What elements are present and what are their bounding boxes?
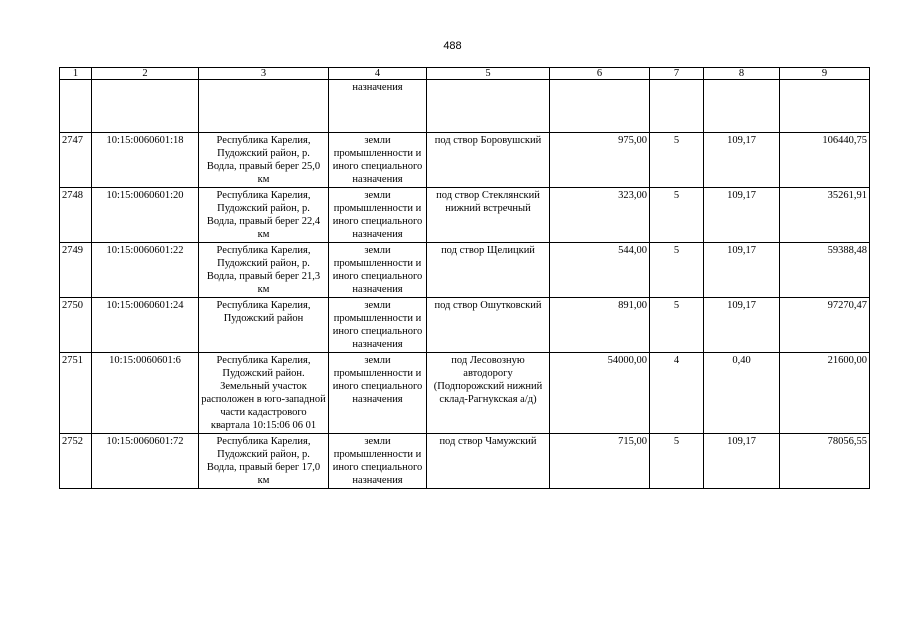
cell-area: 891,00 xyxy=(550,298,650,353)
header-col-3: 3 xyxy=(199,68,329,80)
header-col-7: 7 xyxy=(650,68,704,80)
cell-category: назначения xyxy=(329,80,427,133)
cell-col8: 109,17 xyxy=(704,298,780,353)
cell-category: земли промышленности и иного специального назначения xyxy=(329,188,427,243)
cell-cadastral: 10:15:0060601:6 xyxy=(92,353,199,434)
cell-location: Республика Карелия, Пудожский район xyxy=(199,298,329,353)
table-row xyxy=(60,243,870,298)
cell-col9: 97270,47 xyxy=(780,298,870,353)
cell xyxy=(550,80,650,133)
cell-category: земли промышленности и иного специального назначения xyxy=(329,133,427,188)
cell-area: 544,00 xyxy=(550,243,650,298)
cell-location: Республика Карелия, Пудожский район, р. Водла, правый берег 25,0 км xyxy=(199,133,329,188)
header-col-8: 8 xyxy=(704,68,780,80)
cell-number: 2752 xyxy=(60,434,92,489)
cell-col7: 5 xyxy=(650,188,704,243)
cell-col9: 106440,75 xyxy=(780,133,870,188)
cell-col9: 21600,00 xyxy=(780,353,870,434)
cell-col7: 5 xyxy=(650,133,704,188)
cell-category: земли промышленности и иного специального назначения xyxy=(329,434,427,489)
cell-location: Республика Карелия, Пудожский район. Земельный участок расположен в юго-западной части кадастрового квартала 10:15:06 06 01 xyxy=(199,353,329,434)
cell xyxy=(650,80,704,133)
cell-number: 2751 xyxy=(60,353,92,434)
cell-col9: 78056,55 xyxy=(780,434,870,489)
cell-number: 2747 xyxy=(60,133,92,188)
continuation-row xyxy=(60,80,870,133)
table-row xyxy=(60,353,870,434)
table-row xyxy=(60,133,870,188)
table-row xyxy=(60,434,870,489)
cell-purpose: под Лесовозную автодорогу (Подпорожский нижний склад-Рагнукская а/д) xyxy=(427,353,550,434)
cell-area: 54000,00 xyxy=(550,353,650,434)
cell xyxy=(199,80,329,133)
cell xyxy=(60,80,92,133)
header-col-4: 4 xyxy=(329,68,427,80)
cell-col9: 59388,48 xyxy=(780,243,870,298)
header-col-2: 2 xyxy=(92,68,199,80)
cell-col7: 4 xyxy=(650,353,704,434)
page-number: 488 xyxy=(443,40,462,52)
cell-number: 2750 xyxy=(60,298,92,353)
cell-col8: 109,17 xyxy=(704,434,780,489)
cell-category: земли промышленности и иного специального назначения xyxy=(329,353,427,434)
land-plots-table xyxy=(59,67,870,489)
cell xyxy=(427,80,550,133)
cell-purpose: под створ Чамужский xyxy=(427,434,550,489)
cell-cadastral: 10:15:0060601:18 xyxy=(92,133,199,188)
cell-col7: 5 xyxy=(650,243,704,298)
cell-col8: 0,40 xyxy=(704,353,780,434)
cell-location: Республика Карелия, Пудожский район, р. Водла, правый берег 17,0 км xyxy=(199,434,329,489)
cell-col7: 5 xyxy=(650,298,704,353)
cell-location: Республика Карелия, Пудожский район, р. Водла, правый берег 22,4 км xyxy=(199,188,329,243)
cell-col9: 35261,91 xyxy=(780,188,870,243)
cell-purpose: под створ Боровушский xyxy=(427,133,550,188)
cell-category: земли промышленности и иного специального назначения xyxy=(329,243,427,298)
cell-cadastral: 10:15:0060601:20 xyxy=(92,188,199,243)
header-col-6: 6 xyxy=(550,68,650,80)
header-col-1: 1 xyxy=(60,68,92,80)
cell-area: 715,00 xyxy=(550,434,650,489)
cell-purpose: под створ Стеклянский нижний встречный xyxy=(427,188,550,243)
header-row xyxy=(60,68,870,80)
cell-category: земли промышленности и иного специального назначения xyxy=(329,298,427,353)
cell-number: 2748 xyxy=(60,188,92,243)
cell-cadastral: 10:15:0060601:24 xyxy=(92,298,199,353)
cell xyxy=(704,80,780,133)
cell-purpose: под створ Ошутковский xyxy=(427,298,550,353)
table-row xyxy=(60,188,870,243)
cell-col8: 109,17 xyxy=(704,133,780,188)
header-col-9: 9 xyxy=(780,68,870,80)
table-row xyxy=(60,298,870,353)
cell-purpose: под створ Щелицкий xyxy=(427,243,550,298)
cell xyxy=(780,80,870,133)
cell-cadastral: 10:15:0060601:72 xyxy=(92,434,199,489)
cell-cadastral: 10:15:0060601:22 xyxy=(92,243,199,298)
cell-col7: 5 xyxy=(650,434,704,489)
cell-number: 2749 xyxy=(60,243,92,298)
cell-location: Республика Карелия, Пудожский район, р. Водла, правый берег 21,3 км xyxy=(199,243,329,298)
cell xyxy=(92,80,199,133)
cell-area: 975,00 xyxy=(550,133,650,188)
header-col-5: 5 xyxy=(427,68,550,80)
cell-area: 323,00 xyxy=(550,188,650,243)
cell-col8: 109,17 xyxy=(704,243,780,298)
cell-col8: 109,17 xyxy=(704,188,780,243)
